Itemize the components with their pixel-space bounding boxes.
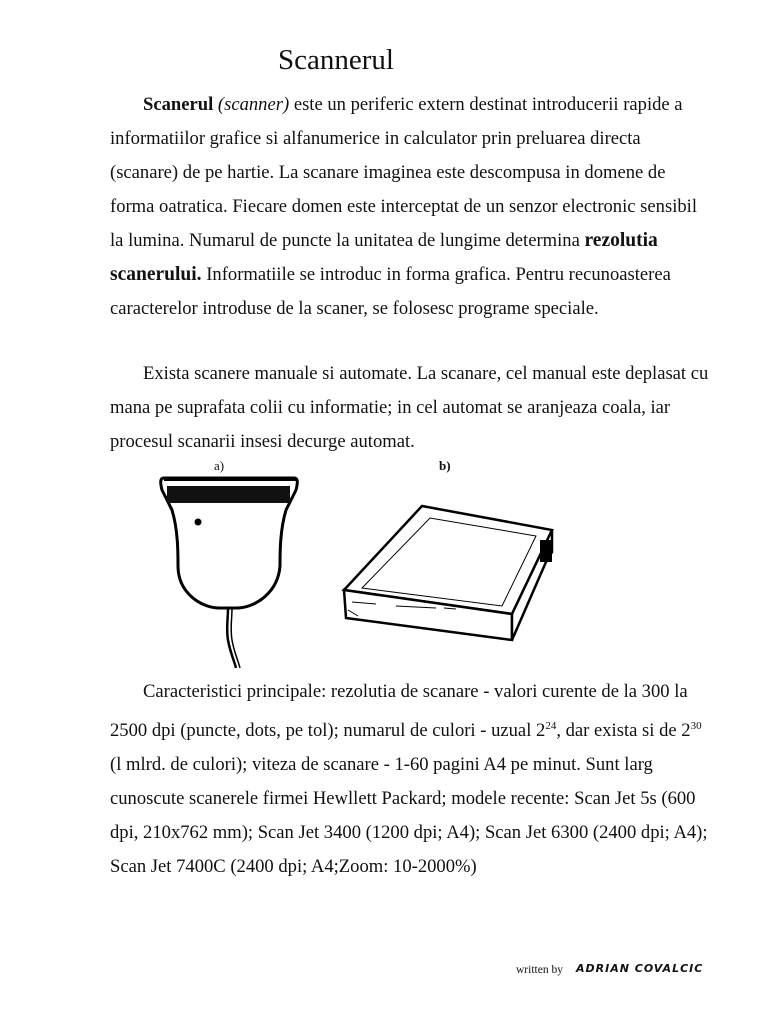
- intro-paragraph: [110, 88, 712, 326]
- specs-paragraph: [110, 675, 712, 884]
- exponent-30: 30: [690, 720, 702, 732]
- intro-text-1: este un periferic extern destinat introducerii rapide a informatiilor grafice si alfanumerice in calculator prin preluarea directa (scanare) de pe hartie. La scanare imaginea este descompusa in domene de forma oatratica. Fiecare domen este interceptat de un senzor electronic sensibil la lumina. Numarul de puncte la unitatea de lungime determina: [110, 94, 697, 251]
- term: Scanerul: [143, 94, 214, 115]
- figure-label-b: b): [439, 458, 451, 473]
- specs-text-2: , dar exista si de 2: [556, 720, 691, 742]
- exponent-24: 24: [545, 720, 557, 732]
- intro-text-2: Informatiile se introduc in forma grafica. Pentru recunoasterea caracterelor introduse de la scaner, se folosesc programe speciale.: [110, 264, 671, 319]
- author-signature: ADRIAN COVALCIC: [576, 962, 704, 975]
- handheld-scanner-illustration: [150, 468, 310, 673]
- highlight-term: rezolutia scanerului.: [110, 230, 658, 285]
- figure-label-a: a): [214, 458, 225, 473]
- specs-text-3: (l mlrd. de culori); viteza de scanare - 1-60 pagini A4 pe minut. Sunt larg cunoscute scanerele firmei Hewllett Packard; modele recente: Scan Jet 5s (600 dpi, 210x762 mm); Scan Jet 3400 (1200 dpi; A4); Scan Jet 6300 (2400 dpi; A4); Scan Jet 7400C (2400 dpi; A4;Zoom: 10-2000%): [110, 754, 708, 878]
- page-title: Scannerul: [278, 44, 394, 76]
- footer-written-by: written by: [516, 964, 563, 976]
- term-alt: (scanner): [217, 94, 290, 115]
- specs-text-1: Caracteristici principale: rezolutia de scanare - valori curente de la 300 la 2500 dpi (puncte, dots, pe tol); numarul de culori - uzual 2: [110, 681, 688, 742]
- types-text: Exista scanere manuale si automate. La scanare, cel manual este deplasat cu mana pe suprafata colii cu informatie; in cel automat se aranjeaza coala, iar procesul scanarii insesi decurge automat.: [110, 363, 709, 452]
- flatbed-scanner-illustration: [336, 490, 562, 650]
- types-paragraph: [110, 357, 712, 459]
